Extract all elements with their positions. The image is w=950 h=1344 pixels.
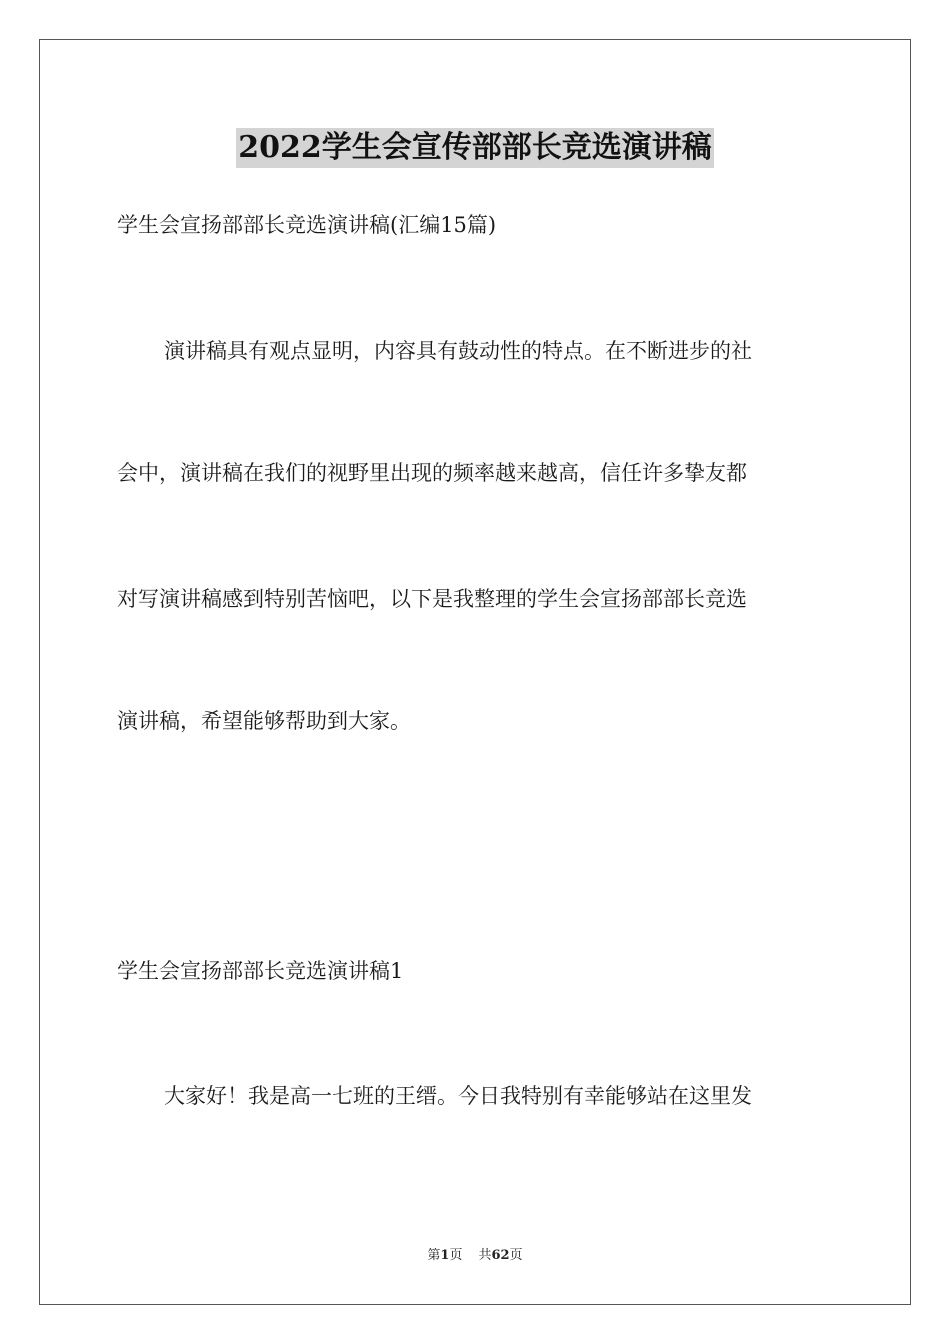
page-footer [0, 1247, 950, 1265]
total-suffix: 页 [509, 1248, 523, 1263]
section-heading: 学生会宣扬部部长竞选演讲稿1 [117, 959, 404, 983]
body-paragraph-line-1: 大家好！我是高一七班的王缙。今日我特别有幸能够站在这里发 [164, 1084, 752, 1108]
page-suffix: 页 [449, 1248, 463, 1263]
intro-paragraph-line-2: 会中，演讲稿在我们的视野里出现的频率越来越高，信任许多挚友都 [117, 461, 747, 485]
intro-paragraph-line-1: 演讲稿具有观点显明，内容具有鼓动性的特点。在不断进步的社 [164, 339, 752, 363]
document-title: 2022学生会宣传部部长竞选演讲稿 [236, 128, 714, 168]
document-subtitle: 学生会宣扬部部长竞选演讲稿(汇编15篇) [117, 213, 497, 237]
intro-paragraph-line-3: 对写演讲稿感到特别苦恼吧，以下是我整理的学生会宣扬部部长竞选 [117, 587, 747, 611]
total-prefix: 共 [478, 1248, 492, 1263]
total-pages: 62 [491, 1248, 510, 1263]
title-container [0, 128, 950, 168]
page-number: 1 [440, 1248, 450, 1263]
intro-paragraph-line-4: 演讲稿，希望能够帮助到大家。 [117, 709, 411, 733]
page-prefix: 第 [427, 1248, 441, 1263]
